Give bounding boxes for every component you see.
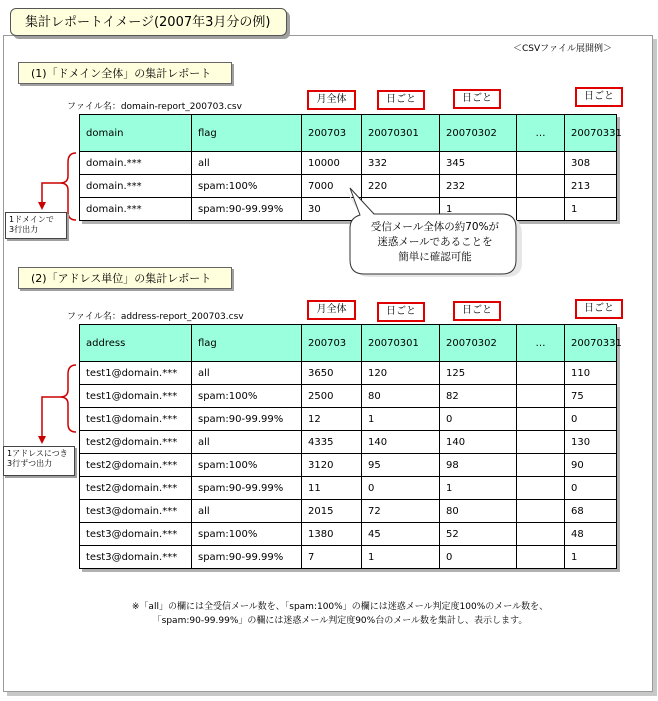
row-group-brace <box>30 362 90 452</box>
section1-heading: (1)「ドメイン全体」の集計レポート <box>18 62 232 84</box>
table-cell: 80 <box>440 500 517 523</box>
table-cell: spam:90-99.99% <box>192 477 302 500</box>
table-cell: 110 <box>565 362 617 385</box>
table-cell: test3@domain.*** <box>80 500 192 523</box>
table-cell <box>517 454 565 477</box>
footnote-line: ※「all」の欄には全受信メール数を、「spam:100%」の欄には迷惑メール判定度100%のメール数を、 <box>131 602 549 612</box>
side-note-line: 3行ずつ出力 <box>7 459 53 468</box>
table-cell: test2@domain.*** <box>80 431 192 454</box>
table-cell: 3650 <box>302 362 362 385</box>
header-cell: 20070331 <box>565 325 617 362</box>
table-row <box>80 385 617 408</box>
table-cell: 12 <box>302 408 362 431</box>
table-cell: 98 <box>440 454 517 477</box>
header-cell: 20070301 <box>362 325 440 362</box>
header-cell: 20070301 <box>362 115 440 152</box>
section1-tag-day: 日ごと <box>377 90 425 110</box>
table-cell: test1@domain.*** <box>80 408 192 431</box>
header-cell: 20070302 <box>440 115 517 152</box>
table-cell: 125 <box>440 362 517 385</box>
header-cell: … <box>517 115 565 152</box>
footnote-line: 「spam:90-99.99%」の欄には迷惑メール判定度90%台のメール数を集計し、表示します。 <box>152 616 528 626</box>
table-cell: 120 <box>362 362 440 385</box>
table-cell: test1@domain.*** <box>80 385 192 408</box>
table-cell: 90 <box>565 454 617 477</box>
header-cell: domain <box>80 115 192 152</box>
table-cell: 220 <box>362 175 440 198</box>
table-cell: spam:100% <box>192 385 302 408</box>
section2-tag-day: 日ごと <box>575 299 623 319</box>
table-row <box>80 523 617 546</box>
table-row <box>80 152 617 175</box>
table-cell: 1 <box>440 477 517 500</box>
table-cell <box>517 431 565 454</box>
table-cell: all <box>192 152 302 175</box>
table-cell: 52 <box>440 523 517 546</box>
table-cell <box>517 546 565 569</box>
side-note-line: 1ドメインで <box>9 215 54 224</box>
table-cell: 2015 <box>302 500 362 523</box>
table-cell: test3@domain.*** <box>80 523 192 546</box>
table-cell: 11 <box>302 477 362 500</box>
table-cell <box>517 500 565 523</box>
csv-note: ＜CSVファイル展開例＞ <box>513 44 612 54</box>
table-cell: 140 <box>440 431 517 454</box>
table-cell: 2500 <box>302 385 362 408</box>
table-cell: 10000 <box>302 152 362 175</box>
table-cell: 82 <box>440 385 517 408</box>
table-row <box>80 546 617 569</box>
table-cell: 30 <box>302 198 362 221</box>
table-cell: spam:90-99.99% <box>192 546 302 569</box>
table-cell <box>517 408 565 431</box>
table-cell: 80 <box>362 385 440 408</box>
table-cell: 0 <box>565 477 617 500</box>
section1-tag-day: 日ごと <box>453 89 501 109</box>
table-cell <box>517 362 565 385</box>
side-note-line: 1アドレスにつき <box>7 449 68 458</box>
section1-side-note <box>5 212 67 239</box>
table-cell: test2@domain.*** <box>80 477 192 500</box>
table-cell: spam:100% <box>192 454 302 477</box>
table-cell: 95 <box>362 454 440 477</box>
table-cell: 0 <box>362 477 440 500</box>
table-cell: 68 <box>565 500 617 523</box>
table-cell: 3120 <box>302 454 362 477</box>
header-cell: 20070331 <box>565 115 617 152</box>
section2-tag-month: 月全体 <box>307 300 356 320</box>
section2-heading: (2)「アドレス単位」の集計レポート <box>18 267 232 289</box>
side-note-line: 3行出力 <box>9 225 39 234</box>
table-cell: 1380 <box>302 523 362 546</box>
table-cell: 332 <box>362 152 440 175</box>
section2-tag-day: 日ごと <box>377 302 425 322</box>
table-cell: 213 <box>565 175 617 198</box>
table-cell: all <box>192 431 302 454</box>
section1-tag-month: 月全体 <box>307 90 356 110</box>
section1-file-name: ファイル名：domain-report_200703.csv <box>67 102 242 112</box>
table-cell: 72 <box>362 500 440 523</box>
table-row <box>80 362 617 385</box>
table-cell: 0 <box>440 408 517 431</box>
table-row <box>80 477 617 500</box>
table-header-row <box>80 115 617 152</box>
table-cell: test1@domain.*** <box>80 362 192 385</box>
address-report-table <box>79 324 622 569</box>
table-cell: 1 <box>362 546 440 569</box>
table-cell: 0 <box>565 408 617 431</box>
table-cell: 48 <box>565 523 617 546</box>
header-cell: flag <box>192 115 302 152</box>
table-cell: 232 <box>440 175 517 198</box>
table-cell: 0 <box>440 546 517 569</box>
header-cell: flag <box>192 325 302 362</box>
table-cell: 7000 <box>302 175 362 198</box>
table-row <box>80 500 617 523</box>
table-cell: 140 <box>362 431 440 454</box>
table-cell <box>517 477 565 500</box>
table-cell: all <box>192 500 302 523</box>
callout-line: 迷惑メールであることを <box>377 236 493 248</box>
header-cell: 20070302 <box>440 325 517 362</box>
table-cell: spam:90-99.99% <box>192 198 302 221</box>
table-cell: 130 <box>565 431 617 454</box>
header-cell: address <box>80 325 192 362</box>
section1-tag-day: 日ごと <box>575 87 623 107</box>
table-cell <box>517 152 565 175</box>
table-cell: 1 <box>565 546 617 569</box>
callout-text <box>355 220 515 265</box>
header-cell: 200703 <box>302 115 362 152</box>
callout-line: 受信メール全体の約70%が <box>370 221 500 233</box>
section2-side-note <box>3 446 75 476</box>
table-row <box>80 408 617 431</box>
footnote <box>60 600 620 628</box>
table-cell: spam:100% <box>192 175 302 198</box>
table-cell: 45 <box>362 523 440 546</box>
table-cell: 345 <box>440 152 517 175</box>
table-cell: 1 <box>362 408 440 431</box>
table-cell: domain.*** <box>80 152 192 175</box>
callout-line: 簡単に確認可能 <box>398 251 472 263</box>
table-cell: 308 <box>565 152 617 175</box>
table-cell: 4335 <box>302 431 362 454</box>
table-cell: spam:90-99.99% <box>192 408 302 431</box>
table-cell: domain.*** <box>80 198 192 221</box>
table-row <box>80 454 617 477</box>
table-cell: test3@domain.*** <box>80 546 192 569</box>
table-cell: spam:100% <box>192 523 302 546</box>
header-cell: 200703 <box>302 325 362 362</box>
table-cell: 75 <box>565 385 617 408</box>
section2-file-name: ファイル名：address-report_200703.csv <box>67 312 244 322</box>
table-cell: domain.*** <box>80 175 192 198</box>
table-row <box>80 431 617 454</box>
table-cell: test2@domain.*** <box>80 454 192 477</box>
table-cell: 1 <box>440 198 517 221</box>
table-cell <box>517 523 565 546</box>
table-cell: 1 <box>565 198 617 221</box>
table-cell <box>517 385 565 408</box>
table-cell: all <box>192 362 302 385</box>
table-header-row <box>80 325 617 362</box>
section2-tag-day: 日ごと <box>453 301 501 321</box>
page-title: 集計レポートイメージ(2007年3月分の例) <box>10 8 287 36</box>
table-cell: 7 <box>302 546 362 569</box>
header-cell: … <box>517 325 565 362</box>
